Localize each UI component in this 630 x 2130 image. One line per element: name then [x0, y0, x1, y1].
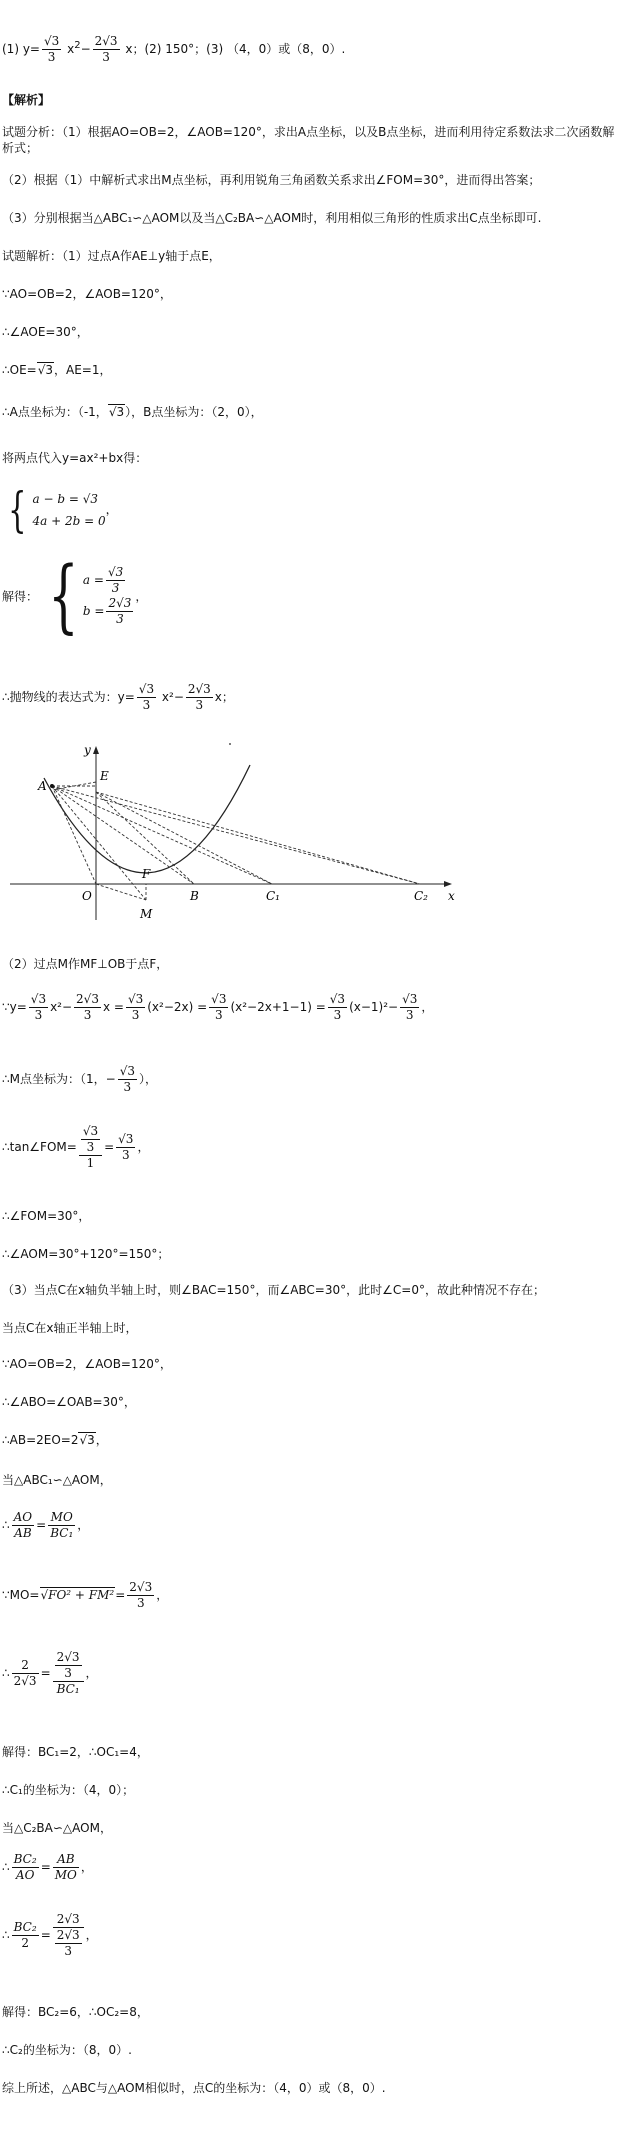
- part2-line-5: ∴∠FOM=30°，: [2, 1209, 91, 1223]
- part2-tan: ∴tan∠FOM= $\frac{\frac{√3}{3}}{1}$ = $\frac{√3}{3}$ ，: [2, 1124, 150, 1170]
- part2-line-6: ∴∠AOM=30°+120°=150°；: [2, 1247, 170, 1261]
- part3-ratio-1: ∴ $\frac{AO}{AB}$ = $\frac{MO}{\text{BC₁}}$ ，: [2, 1510, 90, 1540]
- solution-line-6: 将两点代入y=ax²+bx得：: [2, 451, 148, 465]
- part2-m-coord: ∴M点坐标为：（1，− $\frac{√3}{3}$ ），: [2, 1064, 157, 1094]
- solution-line-4: ∴OE=√3，AE=1，: [2, 363, 112, 377]
- part3-line-6: 当△ABC₁∽△AOM，: [2, 1473, 112, 1487]
- part3-line-4: ∴∠ABO=∠OAB=30°，: [2, 1395, 136, 1409]
- part3-ratio-4: ∴ $\frac{\text{BC₂}}{2}$ = $\frac{2√3}{\frac{2√3}{3}}$ ，: [2, 1912, 98, 1958]
- label-y: y: [84, 743, 91, 757]
- label-m: M: [140, 907, 153, 921]
- label-c2: C₂: [414, 889, 428, 903]
- answer-line: (1) y= $\frac{√3}{3}$ $x^2-$ $\frac{2√3}{3}$ x；(2) 150°；(3) （4，0）或（8，0）.: [2, 34, 346, 64]
- analysis-line-2: （2）根据（1）中解析式求出M点坐标，再利用锐角三角函数关系求出∠FOM=30°，进而得出答案；: [2, 173, 541, 187]
- segment-om: [96, 884, 146, 900]
- point-a: [50, 784, 54, 788]
- solution-line-2: ∵AO=OB=2，∠AOB=120°，: [2, 287, 172, 301]
- analysis-line-1: 试题分析：（1）根据AO=OB=2，∠AOB=120°，求出A点坐标，以及B点坐标，进而利用待定系数法求二次函数解析式；: [2, 125, 615, 155]
- part3-ratio-3: ∴ $\frac{\text{BC₂}}{AO}$ = $\frac{AB}{MO}$ ，: [2, 1852, 93, 1882]
- label-f: F: [142, 867, 151, 881]
- solution-system: 解得： { a = $\frac{√3}{3}$ b = $\frac{2√3}{3}$ ，: [2, 549, 148, 642]
- segment-ac2: [52, 786, 420, 884]
- part3-line-12: 当△C₂BA∽△AOM，: [2, 1821, 112, 1835]
- answer-text: (1) y=: [2, 42, 40, 56]
- y-axis-arrow: [93, 746, 99, 754]
- part2-line-1: （2）过点M作MF⊥OB于点F，: [2, 957, 169, 971]
- part3-ratio-2: ∴ $\frac{2}{2√3}$ = $\frac{\frac{2√3}{3}}{\text{BC₁}}$ ，: [2, 1650, 98, 1696]
- label-a: A: [38, 779, 47, 793]
- solution-line-1: 试题解析：（1）过点A作AE⊥y轴于点E，: [2, 249, 221, 263]
- parabola-expression: ∴抛物线的表达式为：y= $\frac{√3}{3}$ x²− $\frac{2√3}{3}$ x；: [2, 682, 234, 712]
- solution-line-5: ∴A点坐标为：（-1，√3），B点坐标为：（2，0），: [2, 405, 263, 419]
- part3-line-15: 解得：BC₂=6，∴OC₂=8，: [2, 2005, 149, 2019]
- label-c1: C₁: [266, 889, 280, 903]
- part3-mo: ∵MO=√FO² + FM²= $\frac{2√3}{3}$ ，: [2, 1580, 169, 1610]
- analysis-line-3: （3）分别根据当△ABC₁∽△AOM以及当△C₂BA∽△AOM时，利用相似三角形的性质求出C点坐标即可.: [2, 211, 542, 225]
- label-b: B: [190, 889, 199, 903]
- solution-line-3: ∴∠AOE=30°，: [2, 325, 89, 339]
- analysis-heading: 【解析】: [2, 93, 51, 107]
- part2-vertex-form: ∵y= $\frac{√3}{3}$ x²− $\frac{2√3}{3}$ x = $\frac{√3}{3}$ (x²−2x) = $\frac{√3}{3}$ (x²−2x+1−1) = $\frac{√3}{3}$ (x−1)²− $\frac{√3}{3}$ ，: [2, 992, 434, 1022]
- segment-ab: [52, 786, 194, 884]
- x-axis-arrow: [444, 881, 452, 887]
- point-dot: [229, 743, 231, 745]
- segment-am: [52, 786, 146, 900]
- parabola-graph: [0, 740, 470, 930]
- label-o: O: [82, 889, 92, 903]
- part3-line-5: ∴AB=2EO=2√3，: [2, 1433, 108, 1447]
- segment-ac1: [52, 786, 272, 884]
- label-e: E: [100, 769, 109, 783]
- fraction-2root3-over-3: $\frac{2√3}{3}$: [94, 34, 118, 64]
- part3-line-3: ∵AO=OB=2，∠AOB=120°，: [2, 1357, 172, 1371]
- part3-conclusion: 综上所述，△ABC与△AOM相似时，点C的坐标为：（4，0）或（8，0）.: [2, 2081, 386, 2095]
- part3-line-2: 当点C在x轴正半轴上时，: [2, 1321, 138, 1335]
- part3-line-16: ∴C₂的坐标为：（8，0）.: [2, 2043, 132, 2057]
- part3-line-11: ∴C₁的坐标为：（4，0）；: [2, 1783, 135, 1797]
- equation-system: { a − b = √3 4a + 2b = 0 ，: [8, 482, 118, 538]
- part3-line-10: 解得：BC₁=2，∴OC₁=4，: [2, 1745, 149, 1759]
- part3-line-1: （3）当点C在x轴负半轴上时，则∠BAC=150°，而∠ABC=30°，此时∠C=0°，故此种情况不存在；: [2, 1283, 545, 1297]
- label-x: x: [448, 889, 455, 903]
- fraction-root3-over-3: $\frac{√3}{3}$: [43, 34, 60, 64]
